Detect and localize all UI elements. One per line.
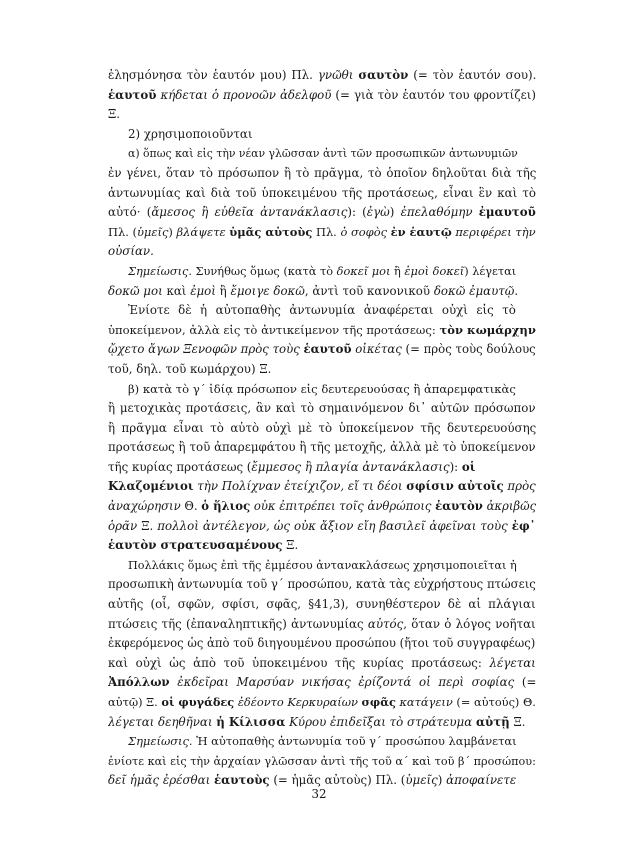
text-run: καὶ οὐχὶ ὡς ἀπὸ τοῦ ὑποκειμένου τῆς κυρίας προτάσεως: <box>108 655 490 670</box>
text-run: αὐτῷ) Ξ. <box>108 695 162 709</box>
text-run: ) <box>168 224 177 239</box>
text-line <box>108 321 536 341</box>
bold-text: ὁ ἥλιος <box>201 499 251 514</box>
text-line <box>108 477 536 497</box>
italic-text: ὁρᾶν <box>108 518 138 533</box>
text-run: Ξ. <box>509 714 526 729</box>
italic-text: ἔμοιγε δοκῶ <box>230 283 305 298</box>
text-run: Ξ. <box>108 107 121 122</box>
text-run: αὐτό· ( <box>108 205 152 220</box>
italic-text: ὑμεῖς <box>136 224 169 239</box>
italic-text: Κύρου ἐπιδεῖξαι τὸ στράτευμα <box>285 714 476 729</box>
text-run: καὶ <box>162 283 191 298</box>
bold-text: οἱ <box>461 459 476 474</box>
italic-text: ὁ σοφὸς <box>340 224 391 239</box>
italic-text: οὐσίαν. <box>108 244 154 259</box>
text-run: , ἀντὶ τοῦ κανονικοῦ <box>304 283 434 298</box>
text-line <box>108 242 536 262</box>
bold-text: ἡ Κίλισσα <box>216 714 286 729</box>
italic-text: περιφέρει τὴν <box>451 224 536 239</box>
italic-text: ἐγὼ <box>366 205 390 220</box>
text-run: ἐλησμόνησα τὸν ἑαυτόν μου) Πλ. <box>108 68 318 82</box>
italic-text: δοκῶ ἐμαυτῷ. <box>433 283 519 298</box>
text-line <box>108 536 536 556</box>
italic-text: ἄμεσος ἢ εὐθεῖα ἀντανάκλασις <box>151 205 348 220</box>
italic-text: οὐκ ἐπιτρέπει τοῖς ἀνθρώποις <box>250 499 436 514</box>
text-run: (= τὸν ἑαυτόν σου). <box>408 68 536 82</box>
text-line <box>108 262 536 282</box>
text-line <box>108 86 536 106</box>
text-run: β) κατὰ τὸ γ´ ἰδίᾳ πρόσωπον εἰς δευτερευούσας ἢ ἀπαρεμφατικὰς <box>128 381 516 396</box>
text-run: Ξ. <box>282 538 299 553</box>
text-line <box>108 693 536 713</box>
text-run: αὐτῆς (οἷ, σφῶν, σφίσι, σφᾶς, §41,3), συνηθέστερον δὲ αἱ πλάγιαι <box>108 597 536 612</box>
italic-text: δοκῶ μοι <box>108 283 163 298</box>
text-line <box>108 752 536 772</box>
italic-text: λέγεται <box>489 655 536 670</box>
italic-text: τὴν Πολίχναν ἐτείχιζον, εἴ τι δέοι <box>193 479 407 494</box>
text-run: Ἐνίοτε δὲ ἡ αὐτοπαθὴς ἀντωνυμία ἀναφέρεται οὐχὶ εἰς τὸ <box>128 303 516 318</box>
text-line <box>108 164 536 184</box>
bold-text: σφᾶς <box>361 695 396 709</box>
italic-text: δοκεῖ μοι <box>336 263 391 278</box>
text-line <box>108 438 536 458</box>
text-run: (= <box>514 675 536 690</box>
italic-text: πρὸς <box>503 479 536 494</box>
text-run: προτάσεως ἢ τοῦ ἀπαρεμφάτου ἢ τῆς μετοχῆς, ἀλλὰ μὲ τὸ ὑποκείμενον <box>108 440 536 455</box>
italic-text: ἔμμεσος ἢ πλαγία ἀντανάκλασις <box>251 459 450 474</box>
bold-text: Ἀπόλλων <box>108 675 170 690</box>
text-run: πτώσεις τῆς (ἐπαναληπτικῆς) ἀντωνυμίας <box>108 616 368 631</box>
text-line <box>108 282 536 302</box>
bold-text: ἑαυτοὺς <box>213 773 270 788</box>
italic-text: πολλοὶ ἀντέλεγον, ὡς οὐκ ἄξιον εἴη βασιλεῖ ἀφεῖναι τοὺς <box>157 518 512 533</box>
text-line <box>108 654 536 674</box>
italic-text: ἐπελαθόμην <box>400 205 479 220</box>
italic-text: κατάγειν <box>395 695 453 709</box>
italic-text: γνῶθι <box>317 68 359 82</box>
text-line <box>108 713 536 733</box>
bold-text: Κλαζομένιοι <box>108 479 194 494</box>
text-run: (= ἡμᾶς αὐτοὺς) Πλ. ( <box>269 773 406 788</box>
text-run: προσωπικὴ ἀντωνυμία τοῦ γ´ προσώπου, κατὰ τὰς εὐχρήστους πτώσεις <box>108 577 536 592</box>
text-run: ἐνίοτε καὶ εἰς τὴν ἀρχαίαν γλῶσσαν ἀντὶ τῆς τοῦ α´ καὶ τοῦ β´ προσώπου: <box>108 754 536 768</box>
text-line <box>108 223 536 243</box>
text-run: Ἡ αὐτοπαθὴς ἀντωνυμία τοῦ γ´ προσώπου λαμβάνεται <box>192 734 517 749</box>
bold-text: ἑαυτὸν <box>435 499 483 514</box>
bold-text: σφίσιν αὐτοῖς <box>406 479 504 494</box>
text-run: Θ. <box>180 499 202 514</box>
text-run: Πλ. ( <box>108 224 137 239</box>
text-run: ) <box>437 773 447 788</box>
italic-text: δεῖ ἡμᾶς ἐρέσθαι <box>108 773 214 788</box>
text-run: ἐκφερόμενος ὡς ἀπὸ τοῦ διηγουμένου προσώπου (ἤτοι τοῦ συγγραφέως) <box>108 636 536 651</box>
bold-text: ἑαυτὸν στρατευσαμένους <box>108 538 283 553</box>
italic-text: ἀποφαίνετε <box>446 773 517 788</box>
bold-text: ἐμαυτοῦ <box>478 205 536 220</box>
bold-text: ἐν ἑαυτῷ <box>390 224 452 239</box>
text-run: (= αὐτούς) Θ. <box>452 695 536 709</box>
text-line <box>108 184 536 204</box>
bold-text: ἐφ᾽ <box>511 518 536 533</box>
text-run: τοῦ, δηλ. τοῦ κωμάρχου) Ξ. <box>108 361 272 376</box>
text-line <box>108 419 536 439</box>
text-run: 2) χρησιμοποιοῦνται <box>128 126 253 141</box>
italic-text: ἀναχώρησιν <box>108 499 181 514</box>
text-line <box>108 615 536 635</box>
text-line <box>108 360 536 380</box>
italic-text: ἐδέοντο Κερκυραίων <box>234 695 362 709</box>
text-line <box>108 595 536 615</box>
bold-text: αὐτῇ <box>475 714 510 729</box>
text-line <box>108 458 536 478</box>
italic-text: λέγεται δεηθῆναι <box>108 714 217 729</box>
text-run: ἢ πρᾶγμα εἶναι τὸ αὐτὸ οὐχὶ μὲ τὸ ὑποκείμενον τῆς δευτερευούσης <box>108 420 536 435</box>
bold-text: τὸν κωμάρχην <box>439 322 536 337</box>
italic-text: ἐμοὶ δοκεῖ <box>404 263 465 278</box>
text-run: ): ( <box>347 205 367 220</box>
text-run: ἢ <box>215 283 231 298</box>
italic-text: Σημείωσις. <box>128 263 192 278</box>
text-run: Πολλάκις ὅμως ἐπὶ τῆς ἐμμέσου ἀντανακλάσεως χρησιμοποιεῖται ἡ <box>128 558 517 572</box>
text-run: α) ὅπως καὶ εἰς τὴν νέαν γλῶσσαν ἀντὶ τῶν προσωπικῶν ἀντωνυμιῶν <box>128 147 518 161</box>
italic-text: ἀκριβῶς <box>482 499 536 514</box>
text-line <box>108 497 536 517</box>
page-number: 32 <box>311 787 327 801</box>
text-line <box>108 125 536 145</box>
text-run: ) <box>389 205 401 220</box>
bold-text: ἑαυτοῦ <box>303 342 352 357</box>
text-run: ἢ μετοχικὰς προτάσεις, ἂν καὶ τὸ σημαινόμενον δι᾽ αὐτῶν πρόσωπον <box>108 401 536 416</box>
text-line <box>108 66 536 86</box>
bold-text: ὑμᾶς αὐτοὺς <box>229 224 313 239</box>
bold-text: ἑαυτοῦ <box>108 87 157 102</box>
text-run: ἐν γένει, ὅταν τὸ πρόσωπον ἢ τὸ πρᾶγμα, τὸ ὁποῖον δηλοῦται διὰ τῆς <box>108 165 536 180</box>
text-run: ἢ <box>390 263 405 278</box>
text-line <box>108 340 536 360</box>
italic-text: κήδεται ὁ προνοῶν ἀδελφοῦ <box>156 87 332 102</box>
italic-text: ᾤχετο ἄγων Ξενοφῶν πρὸς τοὺς <box>108 342 304 357</box>
text-line <box>108 144 536 164</box>
italic-text: ἐμοὶ <box>190 283 216 298</box>
text-run: (= πρὸς τοὺς δούλους <box>401 342 536 357</box>
text-line <box>108 673 536 693</box>
text-run: ἀντωνυμίας καὶ διὰ τοῦ ὑποκειμένου τῆς προτάσεως, εἶναι ἓν καὶ τὸ <box>108 185 536 200</box>
italic-text: αὐτός <box>367 616 404 631</box>
text-line <box>108 105 536 125</box>
text-run: Πλ. <box>312 224 341 239</box>
document-body <box>108 66 536 791</box>
text-run: , ὅταν ὁ λόγος νοῆται <box>403 616 536 631</box>
text-run: (= γιὰ τὸν ἑαυτόν του φροντίζει) <box>331 87 536 102</box>
italic-text: ὑμεῖς <box>405 773 438 788</box>
text-run: Συνήθως ὅμως (κατὰ τὸ <box>191 263 337 278</box>
text-line <box>108 301 536 321</box>
text-run: ) λέγεται <box>464 263 517 278</box>
bold-text: σαυτὸν <box>358 68 409 82</box>
italic-text: ἐκδεῖραι Μαρσύαν νικήσας ἐρίζοντά οἱ περὶ σοφίας <box>169 675 515 690</box>
text-line <box>108 634 536 654</box>
text-line <box>108 575 536 595</box>
text-line <box>108 380 536 400</box>
text-line <box>108 517 536 537</box>
text-run: ὑποκείμενον, ἀλλὰ εἰς τὸ ἀντικείμενον τῆς προτάσεως: <box>108 322 440 337</box>
text-run: τῆς κυρίας προτάσεως ( <box>108 459 252 474</box>
bold-text: οἱ φυγάδες <box>161 695 235 709</box>
text-line <box>108 556 536 576</box>
italic-text: βλάψετε <box>176 224 230 239</box>
italic-text: Σημείωσις. <box>128 734 193 749</box>
text-line <box>108 203 536 223</box>
text-line <box>108 732 536 752</box>
text-line <box>108 399 536 419</box>
text-run: Ξ. <box>137 518 158 533</box>
italic-text: οἰκέτας <box>351 342 402 357</box>
text-run: ): <box>449 459 462 474</box>
